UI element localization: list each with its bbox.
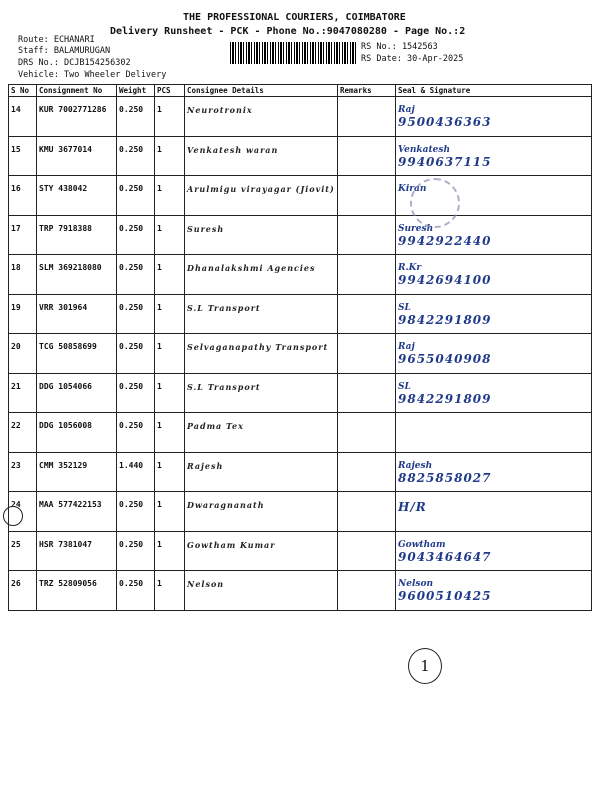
cell-consignment: VRR 301964 [37, 294, 117, 334]
runsheet-title: Delivery Runsheet - PCK - Phone No.:9047080280 - Page No.:2 [110, 26, 466, 37]
cell-remarks [338, 255, 396, 295]
cell-seal-signature [396, 255, 592, 295]
signature-phone: 9043464647 [398, 549, 492, 564]
cell-sno: 23 [9, 452, 37, 492]
table-row [9, 492, 592, 532]
signature-phone: 9842291809 [398, 312, 492, 327]
signature-phone: 9942922440 [398, 233, 492, 248]
cell-remarks [338, 373, 396, 413]
cell-consignee: Gowtham Kumar [185, 531, 338, 571]
cell-sno: 26 [9, 571, 37, 611]
cell-seal-signature [396, 97, 592, 137]
cell-consignment: DDG 1056008 [37, 413, 117, 453]
cell-sno: 24 [9, 492, 37, 532]
cell-sno: 16 [9, 176, 37, 216]
cell-consignee: Neurotronix [185, 97, 338, 137]
cell-weight: 0.250 [117, 294, 155, 334]
col-header-pcs: PCS [155, 85, 185, 97]
col-header-remarks: Remarks [338, 85, 396, 97]
table-row [9, 373, 592, 413]
cell-sno: 20 [9, 334, 37, 374]
signature-name: Venkatesh [398, 144, 450, 155]
cell-pcs: 1 [155, 571, 185, 611]
table-row [9, 413, 592, 453]
col-header-sno: S No [9, 85, 37, 97]
cell-seal-signature [396, 373, 592, 413]
cell-seal-signature [396, 294, 592, 334]
vehicle-label: Vehicle: Two Wheeler Delivery [18, 70, 167, 80]
signature-phone: 9942694100 [398, 273, 492, 287]
signature-phone: 9500436363 [398, 115, 492, 129]
table-body [9, 97, 592, 611]
col-header-seal: Seal & Signature [396, 85, 592, 97]
signature-phone: 9940637115 [398, 154, 492, 169]
cell-pcs: 1 [155, 492, 185, 532]
signature-phone: 9600510425 [398, 589, 492, 603]
table-row [9, 97, 592, 137]
cell-consignment: MAA 577422153 [37, 492, 117, 532]
signature-phone: 8825858027 [398, 470, 492, 485]
cell-consignee: Dhanalakshmi Agencies [185, 255, 338, 295]
cell-pcs: 1 [155, 136, 185, 176]
table-row [9, 452, 592, 492]
drs-number: DRS No.: DCJB154256302 [18, 58, 131, 68]
table-row [9, 294, 592, 334]
cell-seal-signature [396, 531, 592, 571]
runsheet-table [8, 84, 592, 611]
cell-remarks [338, 452, 396, 492]
signature-name: Suresh [398, 223, 434, 234]
col-header-consignment: Consignment No [37, 85, 117, 97]
cell-consignee: Arulmigu virayagar (Jiovit) [185, 176, 338, 216]
signature-name: Raj [398, 342, 415, 352]
cell-remarks [338, 176, 396, 216]
cell-sno: 14 [9, 97, 37, 137]
cell-consignment: STY 438042 [37, 176, 117, 216]
signature-phone: 9842291809 [398, 391, 492, 406]
cell-weight: 0.250 [117, 136, 155, 176]
table-row [9, 176, 592, 216]
cell-remarks [338, 97, 396, 137]
cell-consignment: CMM 352129 [37, 452, 117, 492]
cell-seal-signature [396, 334, 592, 374]
cell-weight: 0.250 [117, 97, 155, 137]
cell-weight: 0.250 [117, 176, 155, 216]
cell-weight: 0.250 [117, 255, 155, 295]
col-header-weight: Weight [117, 85, 155, 97]
cell-pcs: 1 [155, 334, 185, 374]
table-row [9, 136, 592, 176]
rs-number: RS No.: 1542563 [361, 42, 438, 52]
cell-sno: 25 [9, 531, 37, 571]
cell-consignment: KMU 3677014 [37, 136, 117, 176]
cell-consignee: Dwaragnanath [185, 492, 338, 532]
staff-label: Staff: BALAMURUGAN [18, 46, 111, 56]
col-header-consignee: Consignee Details [185, 85, 338, 97]
cell-sno: 19 [9, 294, 37, 334]
cell-remarks [338, 571, 396, 611]
cell-weight: 0.250 [117, 492, 155, 532]
cell-remarks [338, 136, 396, 176]
cell-remarks [338, 531, 396, 571]
signature-name: Rajesh [398, 460, 433, 471]
circled-row-marker [3, 506, 23, 526]
table-row [9, 334, 592, 374]
cell-pcs: 1 [155, 255, 185, 295]
cell-seal-signature [396, 136, 592, 176]
cell-consignee: S.L Transport [185, 373, 338, 413]
cell-seal-signature [396, 492, 592, 532]
cell-seal-signature [396, 452, 592, 492]
cell-remarks [338, 413, 396, 453]
cell-sno: 17 [9, 215, 37, 255]
signature-phone: H/R [398, 500, 427, 514]
cell-weight: 0.250 [117, 373, 155, 413]
signature-name: Kiran [398, 184, 427, 194]
cell-consignment: HSR 7381047 [37, 531, 117, 571]
cell-consignment: TRP 7918388 [37, 215, 117, 255]
cell-pcs: 1 [155, 294, 185, 334]
cell-weight: 0.250 [117, 334, 155, 374]
table-row [9, 531, 592, 571]
signature-name: Raj [398, 105, 415, 115]
signature-name: Gowtham [398, 539, 446, 550]
cell-pcs: 1 [155, 176, 185, 216]
barcode-image [230, 42, 356, 64]
cell-consignment: SLM 369218080 [37, 255, 117, 295]
cell-seal-signature [396, 413, 592, 453]
cell-pcs: 1 [155, 531, 185, 571]
cell-pcs: 1 [155, 97, 185, 137]
cell-seal-signature [396, 571, 592, 611]
signature-name: SL [398, 381, 411, 392]
cell-consignment: TCG 50858699 [37, 334, 117, 374]
signature-phone: 9655040908 [398, 352, 492, 366]
cell-remarks [338, 492, 396, 532]
route-label: Route: ECHANARI [18, 35, 95, 45]
cell-weight: 1.440 [117, 452, 155, 492]
signature-name: SL [398, 302, 411, 313]
cell-pcs: 1 [155, 373, 185, 413]
cell-consignee: Padma Tex [185, 413, 338, 453]
cell-consignee: Selvaganapathy Transport [185, 334, 338, 374]
cell-consignment: TRZ 52809056 [37, 571, 117, 611]
cell-pcs: 1 [155, 215, 185, 255]
cell-weight: 0.250 [117, 413, 155, 453]
cell-weight: 0.250 [117, 531, 155, 571]
table-row [9, 255, 592, 295]
cell-sno: 22 [9, 413, 37, 453]
cell-consignee: Nelson [185, 571, 338, 611]
cell-consignee: Venkatesh waran [185, 136, 338, 176]
table-row [9, 571, 592, 611]
table-header-row [9, 85, 592, 97]
cell-remarks [338, 294, 396, 334]
cell-weight: 0.250 [117, 215, 155, 255]
cell-consignee: S.L Transport [185, 294, 338, 334]
cell-remarks [338, 215, 396, 255]
office-stamp [410, 178, 460, 228]
cell-pcs: 1 [155, 452, 185, 492]
cell-sno: 15 [9, 136, 37, 176]
circled-page-count: 1 [408, 648, 442, 684]
cell-remarks [338, 334, 396, 374]
table-row [9, 215, 592, 255]
cell-weight: 0.250 [117, 571, 155, 611]
cell-sno: 21 [9, 373, 37, 413]
cell-consignment: DDG 1054066 [37, 373, 117, 413]
cell-consignee: Rajesh [185, 452, 338, 492]
company-title: THE PROFESSIONAL COURIERS, COIMBATORE [183, 12, 406, 23]
cell-pcs: 1 [155, 413, 185, 453]
cell-sno: 18 [9, 255, 37, 295]
signature-name: R.Kr [398, 263, 422, 273]
cell-consignment: KUR 7002771286 [37, 97, 117, 137]
rs-date: RS Date: 30-Apr-2025 [361, 54, 464, 64]
signature-name: Nelson [398, 579, 433, 589]
cell-consignee: Suresh [185, 215, 338, 255]
